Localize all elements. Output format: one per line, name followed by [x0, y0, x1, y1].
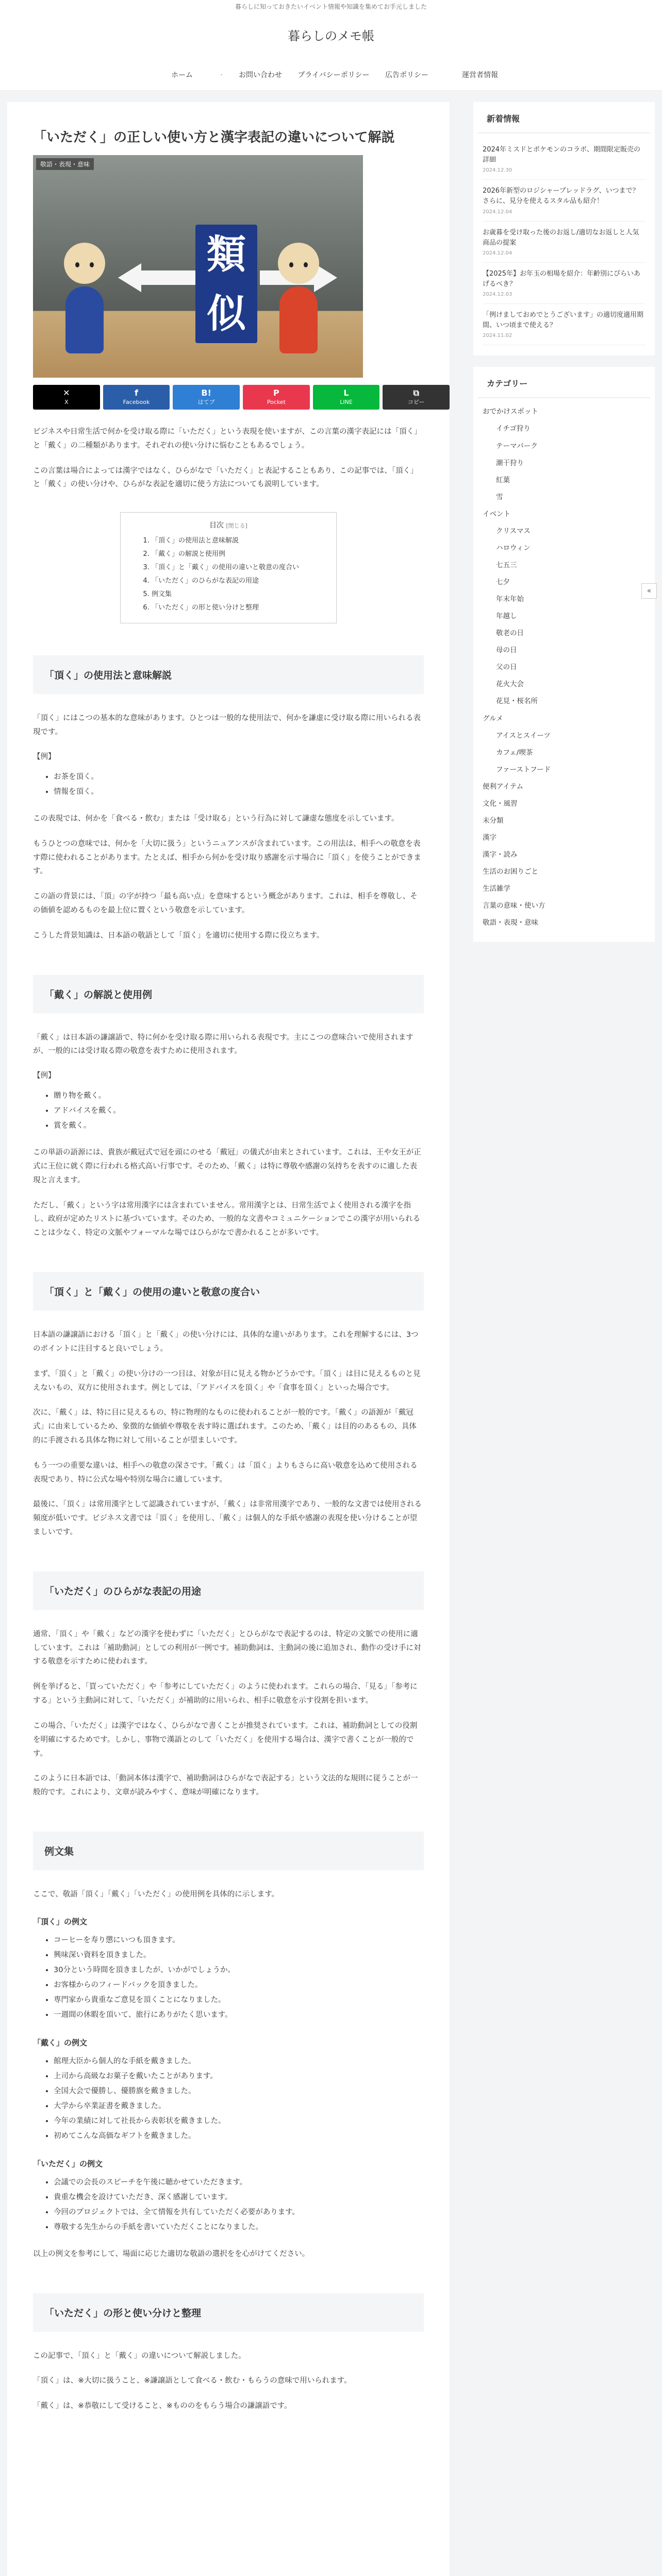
category-label[interactable]: 敬語・表現・意味	[36, 158, 94, 170]
paragraph: ここで、敬語「頂く」「戴く」「いただく」の使用例を具体的に示します。	[33, 1890, 279, 1899]
list-item: • 上司から高級なお菓子を戴いたことがあります。	[54, 2069, 424, 2084]
category-link[interactable]: 敬語・表現・意味	[482, 919, 538, 927]
news-title: 「例けましておめでとうございます」の適切度適用期間、いつ頃まで使える？	[482, 311, 643, 330]
list-item: • 大学から卒業証書を戴きました。	[54, 2099, 424, 2114]
header-notice: 暮らしに知っておきたいイベント情報や知識を集めてお手元しました	[0, 0, 662, 13]
share-button[interactable]	[313, 385, 380, 410]
news-item[interactable]	[483, 304, 646, 345]
example-group-title: 「頂く」の例文	[33, 1917, 88, 1926]
toc-title: 目次	[209, 521, 224, 530]
left-arrow-graphic	[118, 263, 195, 292]
example-list	[33, 2054, 424, 2144]
section-heading: 「頂く」の使用法と意味解説	[33, 655, 424, 694]
category-link[interactable]: クリスマス	[495, 527, 531, 535]
share-button[interactable]	[103, 385, 170, 410]
category-link[interactable]: 言葉の意味・使い方	[482, 902, 545, 910]
paragraph: 以上の例文を参考にして、場面に応じた適切な敬語の選択をを心がけてください。	[33, 2249, 310, 2258]
paragraph: この表現では、何かを「食べる・飲む」または「受け取る」という行為に対して謙虚な態度を示しています。	[33, 814, 399, 823]
list-item: • アドバイスを戴く。	[54, 1104, 424, 1118]
news-date: 2024.12.04	[482, 250, 512, 256]
section-heading: 「いただく」のひらがな表記の用途	[33, 1571, 424, 1610]
share-icon: ⧉	[413, 388, 419, 398]
share-icon: f	[135, 388, 138, 398]
news-date: 2024.12.30	[482, 167, 512, 174]
paragraph: 「戴く」は、※恭敬にして受けること、※もののをもらう場合の謙譲語です。	[33, 2402, 292, 2411]
list-item: • 賞を戴く。	[54, 1118, 424, 1133]
nav-item[interactable]: 運営者情報	[462, 71, 498, 79]
category-link[interactable]: 便利アイテム	[482, 782, 524, 791]
category-link[interactable]: 年越し	[495, 612, 517, 621]
list-item: • 今回のプロジェクトでは、全て情報を共有していただく必要があります。	[54, 2205, 424, 2220]
share-label: X	[64, 398, 69, 405]
category-link[interactable]: ファーストフード	[495, 765, 551, 774]
toc-list	[141, 534, 316, 615]
news-item[interactable]	[483, 222, 646, 263]
toc-item[interactable]: 5. 例文集	[152, 588, 316, 601]
category-link[interactable]: 未分類	[482, 816, 504, 825]
share-label: Facebook	[123, 398, 150, 405]
share-label: コピー	[407, 398, 425, 405]
category-link[interactable]: テーマパーク	[495, 442, 538, 450]
new-posts-title: 新着情報	[477, 102, 651, 133]
category-link[interactable]: 七夕	[495, 578, 510, 587]
category-link[interactable]: イベント	[482, 510, 510, 518]
category-link[interactable]: 潮干狩り	[495, 459, 524, 467]
category-link[interactable]: 父の日	[495, 663, 517, 672]
share-button[interactable]	[383, 385, 450, 410]
example-list	[33, 1933, 424, 2023]
example-label: 【例】	[33, 752, 56, 761]
list-item: • 尊敬する先生からの手紙を書いていただくことになりました。	[54, 2220, 424, 2235]
nav-separator: ・	[219, 71, 224, 78]
category-link[interactable]: 母の日	[495, 646, 517, 655]
list-item: • 専門家から貴重なご意見を頂くことになりました。	[54, 1993, 424, 2008]
paragraph: この単語の語源には、貴族が戴冠式で冠を頭にのせる「戴冠」の儀式が由来とされています。これは、王や女王が正式に王位に就く際に行われる格式高い行事です。そのため、「戴く」は特に尊敬や感謝の気持ちを表すのに適した表現と言えます。	[33, 1148, 421, 1184]
site-header	[0, 13, 662, 59]
section-heading: 「いただく」の形と使い分けと整理	[33, 2293, 424, 2332]
toc-item[interactable]: 2. 「戴く」の解説と使用例	[152, 548, 316, 561]
list-item: • コーヒーを寿り懲にいつも頂きます。	[54, 1933, 424, 1948]
paragraph: まず、「頂く」と「戴く」の使い分けの一つ目は、対象が目に見える物かどうかです。「頂く」は目に見えるものと見えないもの、双方に使用されます。例としては、「アドバイスを頂く」や「食事を頂く」といった場合です。	[33, 1369, 421, 1392]
news-title: 2024年ミスドとポケモンのコラボ、期間限定販売の詳細	[482, 146, 641, 164]
category-link[interactable]: 敬老の日	[495, 629, 524, 638]
category-widget	[473, 367, 655, 942]
toc-item[interactable]: 1. 「頂く」の使用法と意味解説	[152, 534, 316, 548]
category-link[interactable]: 紅葉	[495, 476, 510, 484]
global-nav	[0, 59, 662, 91]
paragraph: この記事で、「頂く」と「戴く」の違いについて解説しました。	[33, 2351, 246, 2360]
sidebar	[473, 102, 655, 2576]
news-date: 2024.11.02	[482, 333, 512, 339]
example-group-title: 「戴く」の例文	[33, 2038, 88, 2047]
share-label: はてブ	[197, 398, 215, 405]
toc-item[interactable]: 6. 「いただく」の形と使い分けと整理	[152, 601, 316, 615]
toc-toggle[interactable]: [閉じる]	[226, 522, 247, 530]
news-title: 【2025年】お年玉の相場を紹介：年齢別にぴらいあげるべき？	[482, 269, 641, 288]
category-link[interactable]: アイスとスイーツ	[495, 731, 551, 740]
nav-item[interactable]: お問い合わせ	[239, 71, 282, 79]
share-button[interactable]	[173, 385, 240, 410]
article	[7, 102, 450, 2576]
eyecatch-image	[33, 155, 363, 378]
nav-item[interactable]: ホーム	[171, 71, 193, 79]
sign-char-2: 似	[207, 291, 246, 336]
category-link[interactable]: 生活雑学	[482, 885, 510, 893]
paragraph: 通常、「頂く」や「戴く」などの漢字を使わずに「いただく」とひらがなで表記するのは、特定の文脈での使用に適しています。これは「補助動詞」としての利用が一例です。補助動詞は、主動詞の後に追加され、動作の受け手に対する敬意を示すために使われます。	[33, 1630, 421, 1666]
list-item: • 館理大臣から個人的な手紙を戴きました。	[54, 2054, 424, 2069]
toc-item[interactable]: 3. 「頂く」と「戴く」の使用の違いと敬意の度合い	[152, 561, 316, 574]
share-button[interactable]	[243, 385, 310, 410]
red-doll-graphic	[275, 243, 322, 353]
category-link[interactable]: グルメ	[482, 714, 503, 723]
example-list	[33, 1089, 424, 1133]
nav-item[interactable]: プライバシーポリシー	[297, 71, 370, 79]
paragraph: もう一つの重要な違いは、相手への敬意の深さです。「戴く」は「頂く」よりもさらに高い敬意を込めて使用される表現であり、特に公式な場や特別な場合に適しています。	[33, 1461, 418, 1484]
nav-item[interactable]: 広告ポリシー	[385, 71, 428, 79]
page-top-button[interactable]: «	[641, 583, 657, 599]
category-link[interactable]: イチゴ狩り	[495, 425, 531, 433]
share-icon: ✕	[63, 388, 70, 398]
news-date: 2024.12.03	[482, 292, 512, 298]
example-label: 【例】	[33, 1072, 56, 1080]
sign-char-1: 類	[207, 231, 246, 277]
category-link[interactable]: おでかけスポット	[482, 408, 538, 416]
news-title: お歳暮を受け取った後のお返し/適切なお返しと人気商品の提案	[482, 228, 639, 247]
news-date: 2024.12.04	[482, 209, 512, 215]
list-item: • 全国大会で優勝し、優勝旗を戴きました。	[54, 2084, 424, 2099]
list-item: • 会議での会長のスピーチを午後に聴かせていただきます。	[54, 2175, 424, 2190]
list-item: • 興味深い資料を頂きました。	[54, 1948, 424, 1963]
new-posts-widget	[473, 102, 655, 355]
list-item: • 30分という時間を頂きましたが、いかがでしょうか。	[54, 1963, 424, 1978]
article-title: 「いただく」の正しい使い方と漢字表記の違いについて解説	[33, 130, 395, 145]
list-item: • お客様からのフィードバックを頂きました。	[54, 1978, 424, 1993]
section-heading: 「戴く」の解説と使用例	[33, 975, 424, 1013]
list-item: • 一週間の休暇を頂いて、旅行にありがたく思います。	[54, 2008, 424, 2023]
intro-paragraph: この言葉は場合によっては漢字ではなく、ひらがなで「いただく」と表記することもあり、この記事では、「頂く」と「戴く」の使い分けや、ひらがな表記を適切に使う方法についても説明しています。	[33, 466, 418, 489]
paragraph: もうひとつの意味では、何かを「大切に扱う」というニュアンスが含まれています。この用法は、相手への敬意を表す際に使われることがあります。たとえば、相手から何かを受け取り感謝を示す場合に「頂く」を使うことができます。	[33, 839, 421, 876]
news-item[interactable]	[483, 263, 646, 304]
category-link[interactable]: 花見・桜名所	[495, 697, 538, 706]
share-button[interactable]	[33, 385, 100, 410]
paragraph: この場合、「いただく」は漢字ではなく、ひらがなで書くことが推奨されています。これは、補助動詞としての役割を明確にするためです。しかし、事物で漢語とのして「いただく」を使用する場合は、漢字で書くことが一般的です。	[33, 1721, 418, 1758]
example-group-title: 「いただく」の例文	[33, 2159, 103, 2168]
toc-item[interactable]: 4. 「いただく」のひらがな表記の用途	[152, 574, 316, 588]
category-link[interactable]: 年末年始	[495, 595, 524, 604]
site-name-link[interactable]: 暮らしのメモ帳	[288, 29, 374, 43]
list-item: • お茶を頂く。	[54, 770, 424, 785]
share-label: LINE	[340, 398, 353, 405]
category-link[interactable]: 雪	[495, 493, 503, 501]
example-list	[33, 770, 424, 800]
paragraph: この語の背景には、「頂」の字が持つ「最も高い点」を意味するという概念があります。これは、相手を尊敬し、その価値を認めるものを最上位に置くという敬意を示しています。	[33, 892, 418, 914]
list-item: • 貴重な機会を設けていただき、深く感謝しています。	[54, 2190, 424, 2205]
news-item[interactable]	[483, 180, 646, 221]
list-item: • 初めてこんな高価なギフトを戴きました。	[54, 2129, 424, 2144]
paragraph: ただし、「戴く」という字は常用漢字には含まれていません。常用漢字とは、日常生活でよく使用される漢字を指し、政府が定めたリストに基づいています。そのため、一般的な文書やコミュニケーションでこの漢字が用いられることは少なく、特定の文脈やフォーマルな場ではひらがなで書かれることが多いです。	[33, 1201, 421, 1238]
share-label: Pocket	[267, 398, 286, 405]
paragraph: このように日本語では、「動詞本体は漢字で、補助動詞はひらがなで表記する」という文法的な規則に従うことが一般的です。これにより、文章が読みやすく、意味が明確になります。	[33, 1774, 418, 1797]
news-title: 2026年新型のロジシャープレッドラグ、いつまで？さらに、見分を使えるスタル品も紹介！	[482, 187, 639, 206]
example-list	[33, 2175, 424, 2235]
category-link[interactable]: 花火大会	[495, 680, 524, 689]
blue-doll-graphic	[61, 243, 108, 353]
section-heading: 「頂く」と「戴く」の使用の違いと敬意の度合い	[33, 1272, 424, 1311]
paragraph: こうした背景知識は、日本語の敬語として「頂く」を適切に使用する際に役立ちます。	[33, 931, 324, 940]
intro	[33, 425, 424, 492]
list-item: • 情報を頂く。	[54, 785, 424, 800]
paragraph: 例を挙げると、「買っていただく」や「参考にしていただく」のように使われます。これらの場合、「見る」「参考にする」という主動詞に対して、「いただく」が補助的に用いられ、相手に敬意を示す役割を担います。	[33, 1683, 418, 1705]
category-link[interactable]: 漢字	[482, 833, 496, 842]
paragraph: 最後に、「頂く」は常用漢字として認識されていますが、「戴く」は非常用漢字であり、一般的な文書では使用される頻度が低いです。ビジネス文書では「頂く」を使用し、「戴く」は個人的な手紙や感謝の表現を使い分けることが望ましいです。	[33, 1500, 422, 1536]
list-item: • 贈り物を戴く。	[54, 1089, 424, 1104]
paragraph: 日本語の謙譲語における「頂く」と「戴く」の使い分けには、具体的な違いがあります。これを理解するには、3つのポイントに注目すると良いでしょう。	[33, 1331, 419, 1353]
category-title: カテゴリー	[477, 367, 651, 398]
share-buttons	[33, 385, 450, 410]
category-link[interactable]: 漢字・読み	[482, 851, 518, 859]
share-icon: P	[273, 388, 279, 398]
table-of-contents	[120, 512, 337, 623]
category-link[interactable]: 生活のお困りごと	[482, 868, 538, 876]
category-link[interactable]: 七五三	[495, 561, 517, 569]
list-item: • 今年の業績に対して社長から表彰状を戴きました。	[54, 2114, 424, 2129]
category-link[interactable]: 文化・風習	[482, 799, 518, 808]
paragraph: 次に、「戴く」は、特に目に見えるもの、特に物理的なものに使われることが一般的です。「戴く」の語源が「戴冠式」に由来しているため、象徴的な価値や尊敬を表す時に選ばれます。このため、「戴く」は目的のあるもの、具体的に手渡される具体な物に対して用いることが望ましいです。	[33, 1409, 417, 1445]
category-link[interactable]: ハロウィン	[495, 544, 531, 552]
news-item[interactable]	[483, 139, 646, 180]
article-body	[33, 655, 424, 2413]
intro-paragraph: ビジネスや日常生活で何かを受け取る際に「いただく」という表現を使いますが、この言葉の漢字表記には「頂く」と「戴く」の二種類があります。それぞれの使い分けに悩むこともあるでしょう。	[33, 428, 422, 450]
section-heading: 例文集	[33, 1832, 424, 1870]
category-link[interactable]: カフェ/喫茶	[495, 748, 533, 757]
share-icon: B!	[201, 388, 211, 398]
sign-graphic	[195, 225, 257, 343]
share-icon: L	[343, 388, 349, 398]
paragraph: 「頂く」にはこつの基本的な意味があります。ひとつは一般的な使用法で、何かを謙虚に受け取る際に用いられる表現です。	[33, 714, 421, 737]
paragraph: 「頂く」は、※大切に扱うこと、※謙譲語として食べる・飲む・もらうの意味で用いられます。	[33, 2377, 352, 2385]
paragraph: 「戴く」は日本語の謙譲語で、特に何かを受け取る際に用いられる表現です。主にこつの意味合いで使用されますが、一般的には受け取る際の敬意を表すために使用されます。	[33, 1033, 413, 1056]
